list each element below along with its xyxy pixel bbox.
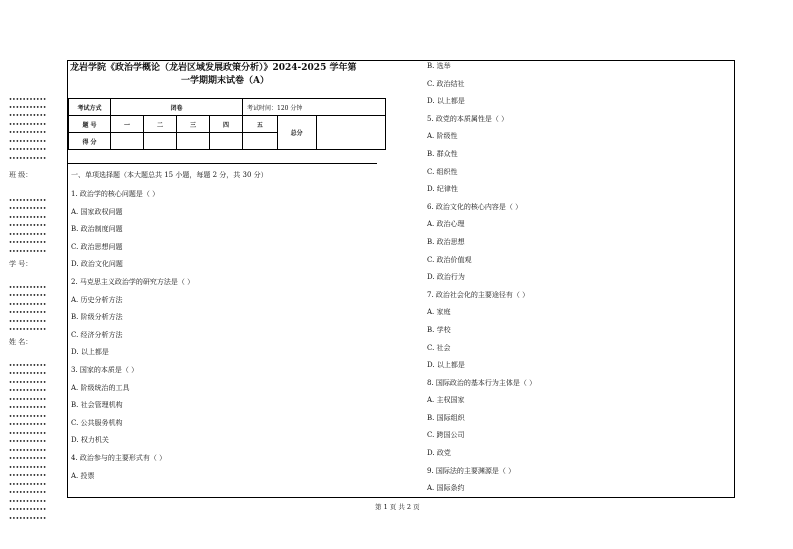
option-item: D. 以上都是 xyxy=(71,348,109,357)
dotted-line: ••••••••••• xyxy=(9,507,47,513)
option-item: D. 权力机关 xyxy=(71,436,109,445)
option-item: C. 组织性 xyxy=(427,167,458,176)
exam-title xyxy=(70,62,380,88)
question-item: 8. 国际政治的基本行为主体是（ ） xyxy=(427,378,537,387)
dotted-line: ••••••••••• xyxy=(9,516,47,522)
right-column xyxy=(427,58,536,498)
option-item: C. 公共服务机构 xyxy=(71,418,123,427)
question-no-5: 五 xyxy=(243,116,278,133)
dotted-line: ••••••••••• xyxy=(9,206,47,212)
exam-mode-label: 考试方式 xyxy=(69,99,111,116)
dotted-line: ••••••••••• xyxy=(9,482,47,488)
dotted-line: ••••••••••• xyxy=(9,490,47,496)
question-item: 9. 国际法的主要渊源是（ ） xyxy=(427,466,516,475)
option-item: A. 阶级统治的工具 xyxy=(71,383,130,392)
dotted-line: ••••••••••• xyxy=(9,414,47,420)
option-item: B. 政治制度问题 xyxy=(71,225,123,234)
dotted-line: ••••••••••• xyxy=(9,293,47,299)
question-item: 5. 政党的本质属性是（ ） xyxy=(427,114,509,123)
section-heading: 一、单项选择题（本大题总共 15 小题，每题 2 分，共 30 分） xyxy=(71,171,268,179)
option-item: C. 政治思想问题 xyxy=(71,242,123,251)
option-item: C. 社会 xyxy=(427,343,451,352)
score-label: 得 分 xyxy=(69,133,111,150)
dotted-line: ••••••••••• xyxy=(9,319,47,325)
question-item: 1. 政治学的核心问题是（ ） xyxy=(71,190,160,198)
dotted-line: ••••••••••• xyxy=(9,465,47,471)
dotted-line: ••••••••••• xyxy=(9,232,47,238)
dotted-line: ••••••••••• xyxy=(9,215,47,221)
divider-line xyxy=(68,163,377,164)
score-cell-3[interactable] xyxy=(177,133,210,150)
dotted-line: ••••••••••• xyxy=(9,431,47,437)
option-item: A. 国家政权问题 xyxy=(71,207,123,216)
option-item: D. 政治行为 xyxy=(427,273,465,282)
exam-title-line2: 一学期期末试卷（A） xyxy=(181,76,269,86)
name-label: 姓 名： xyxy=(9,338,33,346)
dotted-line: ••••••••••• xyxy=(9,139,47,145)
option-item: B. 政治思想 xyxy=(427,237,465,246)
question-no-1: 一 xyxy=(111,116,144,133)
option-item: B. 群众性 xyxy=(427,149,458,158)
score-cell-4[interactable] xyxy=(210,133,243,150)
question-item: 4. 政治参与的主要形式有（ ） xyxy=(71,453,167,462)
dotted-line: ••••••••••• xyxy=(9,499,47,505)
option-item: B. 学校 xyxy=(427,325,451,334)
option-item: C. 经济分析方法 xyxy=(71,330,123,339)
option-item: B. 阶级分析方法 xyxy=(71,313,123,322)
option-item: D. 以上都是 xyxy=(427,361,465,370)
option-item: D. 纪律性 xyxy=(427,185,458,194)
option-item: B. 社会管理机构 xyxy=(71,401,123,410)
option-item: B. 选举 xyxy=(427,62,451,70)
dotted-line: ••••••••••• xyxy=(9,405,47,411)
dotted-line: ••••••••••• xyxy=(9,147,47,153)
dotted-line: ••••••••••• xyxy=(9,422,47,428)
dotted-line: ••••••••••• xyxy=(9,448,47,454)
dotted-line: ••••••••••• xyxy=(9,223,47,229)
total-score-cell[interactable] xyxy=(316,116,385,150)
dotted-line: ••••••••••• xyxy=(9,240,47,246)
question-no-label: 题 号 xyxy=(69,116,111,133)
option-item: D. 以上都是 xyxy=(427,97,465,106)
total-label: 总分 xyxy=(277,116,316,150)
dotted-line: ••••••••••• xyxy=(9,380,47,386)
option-item: A. 主权国家 xyxy=(427,396,465,405)
exam-time: 考试时间：120 分钟 xyxy=(243,99,386,116)
question-item: 2. 马克思主义政治学的研究方法是（ ） xyxy=(71,277,195,286)
student-id-label: 学 号： xyxy=(9,260,33,268)
dotted-line: ••••••••••• xyxy=(9,397,47,403)
option-item: D. 政治文化问题 xyxy=(71,260,123,269)
option-item: C. 政治结社 xyxy=(427,79,465,88)
score-cell-5[interactable] xyxy=(243,133,278,150)
dotted-line: ••••••••••• xyxy=(9,456,47,462)
dotted-line: ••••••••••• xyxy=(9,122,47,128)
score-table xyxy=(68,98,386,150)
question-no-2: 二 xyxy=(144,116,177,133)
option-item: A. 家庭 xyxy=(427,308,451,317)
dotted-line: ••••••••••• xyxy=(9,439,47,445)
dotted-line: ••••••••••• xyxy=(9,363,47,369)
question-item: 7. 政治社会化的主要途径有（ ） xyxy=(427,290,530,299)
dotted-line: ••••••••••• xyxy=(9,371,47,377)
dotted-line: ••••••••••• xyxy=(9,156,47,162)
dotted-line: ••••••••••• xyxy=(9,97,47,103)
score-cell-2[interactable] xyxy=(144,133,177,150)
question-no-3: 三 xyxy=(177,116,210,133)
option-item: A. 历史分析方法 xyxy=(71,295,123,304)
exam-mode-value: 闭卷 xyxy=(111,99,243,116)
option-item: C. 跨国公司 xyxy=(427,431,465,440)
dotted-line: ••••••••••• xyxy=(9,388,47,394)
option-item: A. 投票 xyxy=(71,471,95,480)
question-item: 3. 国家的本质是（ ） xyxy=(71,365,139,374)
dotted-line: ••••••••••• xyxy=(9,130,47,136)
question-item: 6. 政治文化的核心内容是（ ） xyxy=(427,202,523,211)
option-item: A. 政治心理 xyxy=(427,220,465,229)
dotted-line: ••••••••••• xyxy=(9,310,47,316)
dotted-line: ••••••••••• xyxy=(9,473,47,479)
exam-title-line1: 龙岩学院《政治学概论（龙岩区域发展政策分析）》2024-2025 学年第 xyxy=(70,63,357,73)
option-item: C. 政治价值观 xyxy=(427,255,472,264)
question-no-4: 四 xyxy=(210,116,243,133)
class-label: 班 级： xyxy=(9,171,33,179)
option-item: D. 政党 xyxy=(427,449,451,458)
score-cell-1[interactable] xyxy=(111,133,144,150)
dotted-line: ••••••••••• xyxy=(9,327,47,333)
dotted-line: ••••••••••• xyxy=(9,113,47,119)
dotted-line: ••••••••••• xyxy=(9,302,47,308)
page-number: 第 1 页 共 2 页 xyxy=(375,503,420,511)
option-item: B. 国际组织 xyxy=(427,413,465,422)
dotted-line: ••••••••••• xyxy=(9,105,47,111)
option-item: A. 阶级性 xyxy=(427,132,458,141)
option-item: A. 国际条约 xyxy=(427,484,465,493)
dotted-line: ••••••••••• xyxy=(9,249,47,255)
left-column xyxy=(71,186,194,485)
dotted-line: ••••••••••• xyxy=(9,198,47,204)
dotted-line: ••••••••••• xyxy=(9,285,47,291)
